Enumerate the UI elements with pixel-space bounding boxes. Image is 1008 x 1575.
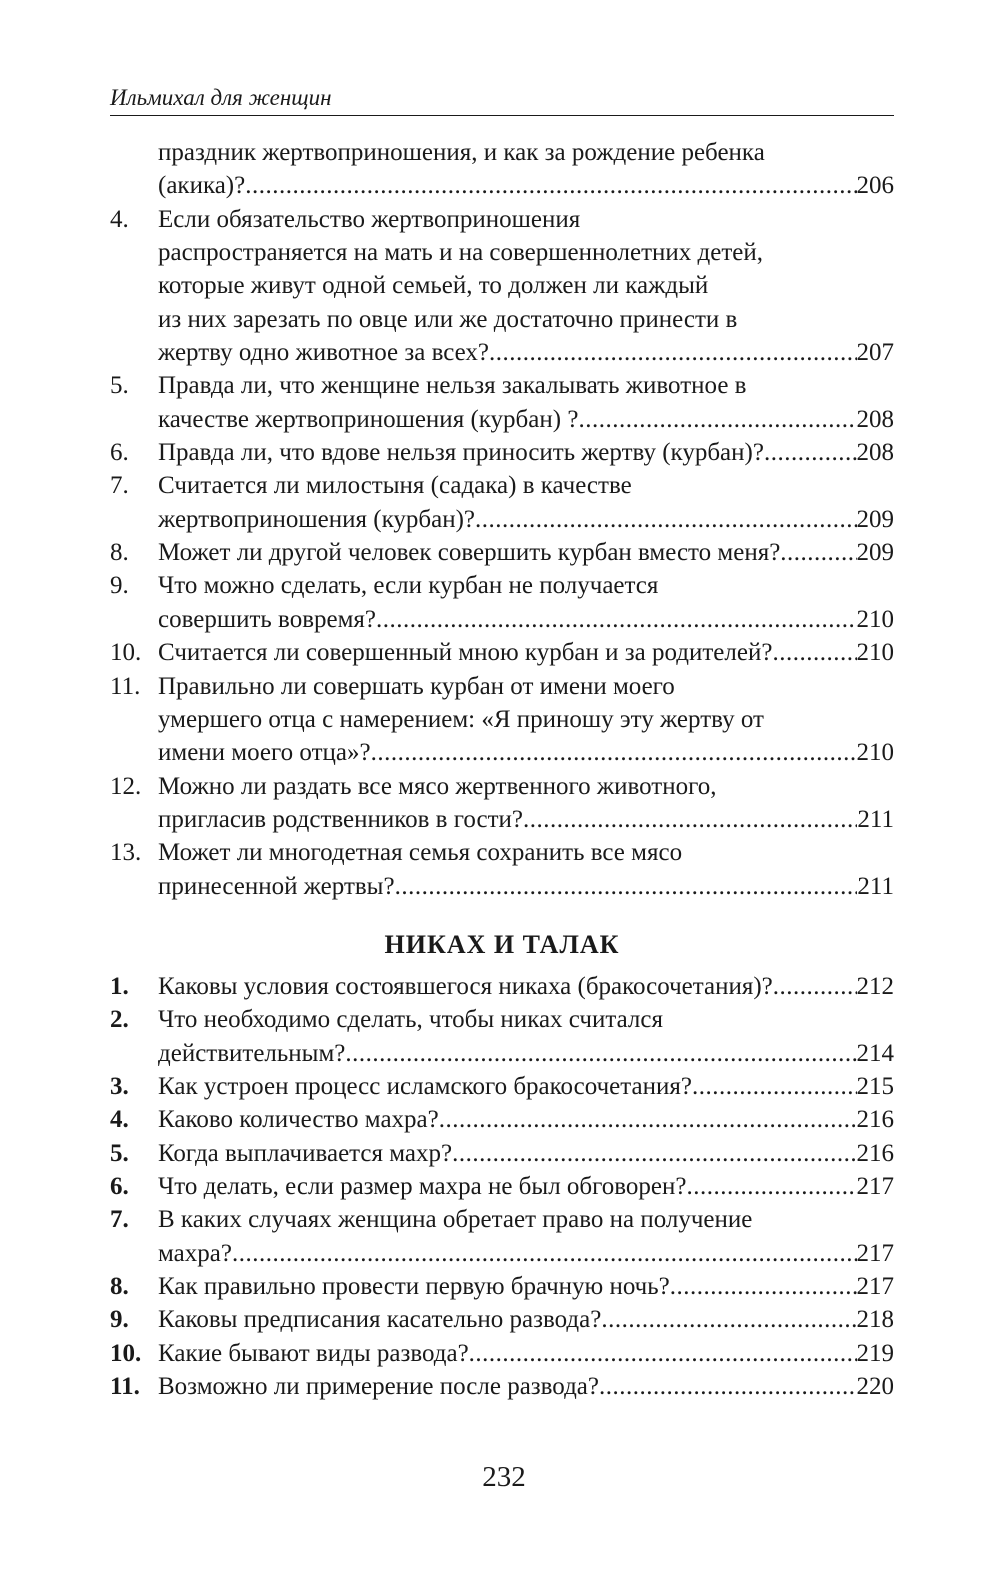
section-title: НИКАХ И ТАЛАК xyxy=(384,930,620,959)
toc-entry-page: 217 xyxy=(856,1239,894,1267)
toc-entry-page: 214 xyxy=(856,1039,894,1067)
toc-entry xyxy=(110,369,894,436)
toc-entry-text: Что можно сделать, если курбан не получается xyxy=(158,572,659,600)
toc-entry-number: 13. xyxy=(110,839,142,867)
toc-entry-text: Какие бывают виды развода? xyxy=(158,1339,469,1367)
toc-entry xyxy=(110,203,894,370)
toc-entry-text: Что делать, если размер махра не был обговорен? xyxy=(158,1173,687,1201)
toc-entry-text: качестве жертвоприношения (курбан) ? xyxy=(158,405,579,433)
toc-entry-number: 9. xyxy=(110,572,129,600)
dot-leader xyxy=(395,870,858,903)
toc-entry-text: Каковы предписания касательно развода? xyxy=(158,1306,602,1334)
toc-entry xyxy=(110,1170,894,1203)
toc-entry xyxy=(110,536,894,569)
dot-leader xyxy=(578,403,856,436)
toc-entry-text: Считается ли милостыня (садака) в качестве xyxy=(158,472,632,500)
dot-leader xyxy=(670,1270,857,1303)
toc-entry-text: Когда выплачивается махр? xyxy=(158,1139,453,1167)
toc-entry-text: Если обязательство жертвоприношения xyxy=(158,205,581,233)
toc-entry-text: совершить вовремя? xyxy=(158,605,377,633)
toc-entry xyxy=(110,770,894,837)
toc-entry xyxy=(110,636,894,669)
header-rule xyxy=(110,115,894,116)
toc-entry xyxy=(110,670,894,770)
toc-entry-text: Может ли другой человек совершить курбан вместо меня? xyxy=(158,539,781,567)
toc-entry-number: 7. xyxy=(110,472,129,500)
toc-entry-text: жертву одно животное за всех? xyxy=(158,339,490,367)
dot-leader xyxy=(232,1237,857,1270)
toc-entry-page: 216 xyxy=(856,1106,894,1134)
toc-entry-page: 215 xyxy=(856,1073,894,1101)
toc-entry-page: 219 xyxy=(856,1339,894,1367)
toc-entry-text: Можно ли раздать все мясо жертвенного животного, xyxy=(158,772,717,800)
toc-entry-text: Считается ли совершенный мною курбан и за родителей? xyxy=(158,639,773,667)
toc-entry-number: 11. xyxy=(110,1373,140,1401)
toc-entry-number: 5. xyxy=(110,372,129,400)
dot-leader xyxy=(439,1103,857,1136)
toc-entry-text: Правильно ли совершать курбан от имени моего xyxy=(158,672,675,700)
toc-entry xyxy=(110,1003,894,1070)
toc-entry-number: 8. xyxy=(110,1273,129,1301)
toc-entry xyxy=(110,569,894,636)
dot-leader xyxy=(371,736,857,769)
toc-entry-text: Может ли многодетная семья сохранить все мясо xyxy=(158,839,683,867)
toc-entry xyxy=(110,436,894,469)
dot-leader xyxy=(376,603,856,636)
toc-entry xyxy=(110,836,894,903)
toc-entry-page: 207 xyxy=(856,339,894,367)
toc-entry xyxy=(110,1337,894,1370)
dot-leader xyxy=(692,1070,857,1103)
dot-leader xyxy=(764,436,857,469)
toc-entry-page: 210 xyxy=(856,739,894,767)
toc-entry-page: 216 xyxy=(856,1139,894,1167)
toc-entry-page: 208 xyxy=(856,405,894,433)
toc-entry-number: 7. xyxy=(110,1206,129,1234)
toc-entry xyxy=(110,1303,894,1336)
toc-entry-page: 208 xyxy=(856,439,894,467)
toc-entry-page: 212 xyxy=(856,973,894,1000)
toc-entry-text: принесенной жертвы? xyxy=(158,872,395,900)
toc-entry-text: Как устроен процесс исламского бракосочетания? xyxy=(158,1073,692,1101)
dot-leader xyxy=(469,1337,857,1370)
toc-entry xyxy=(110,1070,894,1103)
toc-entry-text: Что необходимо сделать, чтобы никах считался xyxy=(158,1006,663,1034)
dot-leader xyxy=(773,970,857,1003)
toc-entry-text: праздник жертвоприношения, и как за рождение ребенка xyxy=(158,139,765,166)
running-head: Ильмихал для женщин xyxy=(110,85,332,110)
toc-entry-text: которые живут одной семьей, то должен ли каждый xyxy=(158,272,709,300)
dot-leader xyxy=(601,1303,856,1336)
toc-entry-page: 210 xyxy=(856,605,894,633)
toc-entry-text: Правда ли, что женщине нельзя закалывать животное в xyxy=(158,372,747,400)
toc-entry-page: 220 xyxy=(856,1373,894,1401)
toc-entry-text: действительным? xyxy=(158,1039,346,1067)
toc-entry-number: 4. xyxy=(110,205,129,233)
toc-entry-page: 217 xyxy=(856,1273,894,1301)
toc-entry-number: 4. xyxy=(110,1106,129,1134)
dot-leader xyxy=(452,1137,856,1170)
toc-entry xyxy=(110,136,894,203)
toc-section-sacrifice xyxy=(110,136,894,903)
toc-entry-number: 11. xyxy=(110,672,141,700)
toc-entry-number: 6. xyxy=(110,439,129,467)
toc-entry-text: пригласив родственников в гости? xyxy=(158,805,523,833)
toc-entry-page: 218 xyxy=(856,1306,894,1334)
toc-entry-page: 206 xyxy=(856,172,894,200)
toc-entry-number: 9. xyxy=(110,1306,129,1334)
toc-entry xyxy=(110,1370,894,1403)
dot-leader xyxy=(780,536,856,569)
toc-entry-page: 211 xyxy=(857,805,894,833)
toc-entry xyxy=(110,469,894,536)
toc-entry-text: Каковы условия состоявшегося никаха (бракосочетания)? xyxy=(158,973,773,1000)
toc-entry-text: махра? xyxy=(158,1239,232,1267)
dot-leader xyxy=(686,1170,856,1203)
toc-entry xyxy=(110,970,894,1003)
toc-entry-text: Возможно ли примерение после развода? xyxy=(158,1373,599,1401)
toc-entry-page: 210 xyxy=(856,639,894,667)
dot-leader xyxy=(245,169,856,202)
toc-entry-number: 8. xyxy=(110,539,129,567)
toc-entry xyxy=(110,1137,894,1170)
toc-entry-text: Как правильно провести первую брачную ночь? xyxy=(158,1273,670,1301)
toc-entry-text: (акика)? xyxy=(158,172,246,200)
toc-entry-text: Каково количество махра? xyxy=(158,1106,439,1134)
toc-entry-number: 5. xyxy=(110,1139,129,1167)
toc-entry-number: 3. xyxy=(110,1073,129,1101)
dot-leader xyxy=(599,1370,857,1403)
toc-entry xyxy=(110,1203,894,1270)
toc-entry-number: 12. xyxy=(110,772,142,800)
toc-entry xyxy=(110,1103,894,1136)
toc-entry-page: 209 xyxy=(856,539,894,567)
toc-entry-page: 211 xyxy=(857,872,894,900)
toc-entry-text: из них зарезать по овце или же достаточно принести в xyxy=(158,305,738,333)
toc-entry-number: 6. xyxy=(110,1173,129,1201)
toc-entry-number: 2. xyxy=(110,1006,129,1034)
toc-entry-number: 10. xyxy=(110,1339,142,1367)
dot-leader xyxy=(772,636,856,669)
toc-entry-text: жертвоприношения (курбан)? xyxy=(158,505,475,533)
dot-leader xyxy=(489,336,856,369)
toc-entry-text: В каких случаях женщина обретает право на получение xyxy=(158,1206,753,1234)
toc-entry-page: 217 xyxy=(856,1173,894,1201)
toc-entry-text: распространяется на мать и на совершеннолетних детей, xyxy=(158,239,764,267)
toc-entry-text: имени моего отца»? xyxy=(158,739,371,767)
toc-entry-text: умершего отца с намерением: «Я приношу эту жертву от xyxy=(158,705,764,733)
toc-entry-number: 10. xyxy=(110,639,142,667)
dot-leader xyxy=(345,1037,856,1070)
toc-entry-number: 1. xyxy=(110,973,129,1000)
dot-leader xyxy=(523,803,857,836)
page-number: 232 xyxy=(482,1461,526,1493)
dot-leader xyxy=(475,503,857,536)
toc-entry xyxy=(110,1270,894,1303)
toc-section-nikah xyxy=(110,970,894,1403)
toc-entry-page: 209 xyxy=(856,505,894,533)
toc-entry-text: Правда ли, что вдове нельзя приносить жертву (курбан)? xyxy=(158,439,764,467)
